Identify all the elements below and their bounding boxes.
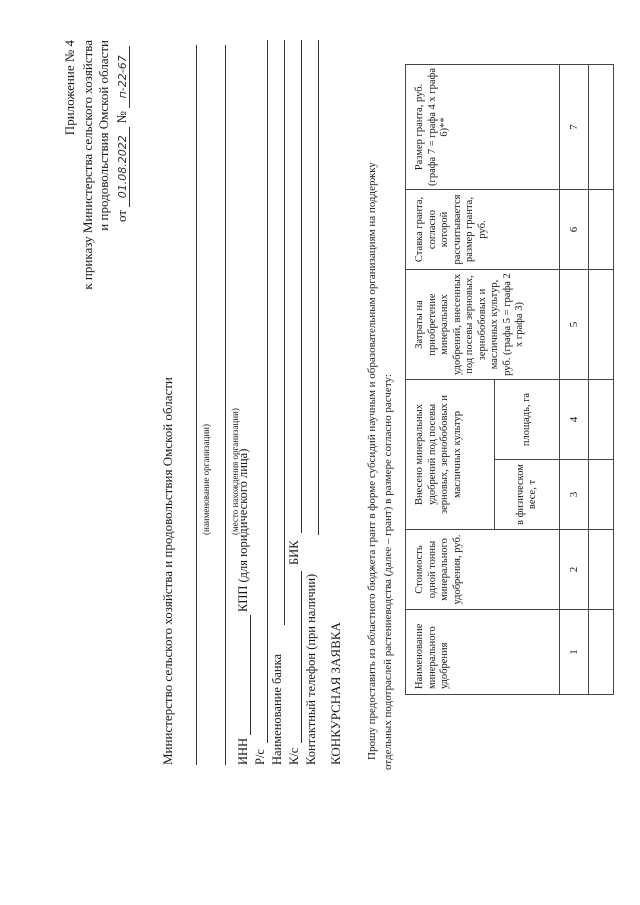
org-name-caption: (наименование организации): [201, 424, 211, 535]
phone-field: [318, 40, 319, 535]
header-fertilizer-applied: Внесено минеральных удобрений под посевы зерновых, зернобобовых и масличных культур: [406, 380, 495, 530]
org-name-line: [196, 45, 197, 765]
table-row: [589, 65, 614, 695]
appendix-date-row: [114, 46, 130, 222]
org-location-line: [225, 45, 226, 765]
header-fertilizer-name: Наименование минерального удобрения: [406, 610, 560, 695]
handwritten-number: п-22-67: [116, 46, 130, 108]
rs-label: Р/с: [253, 749, 267, 765]
bik-field: [301, 40, 302, 533]
bik-label: БИК: [287, 540, 301, 565]
table-cell: [589, 270, 614, 380]
index-cell: 1: [560, 610, 589, 695]
grant-calculation-table: [405, 64, 614, 695]
handwritten-date: 01.08.2022: [116, 127, 130, 207]
org-location-caption: (место нахождения организации): [230, 408, 240, 535]
table-cell: [589, 610, 614, 695]
header-cost-per-ton: Стоимость одной тонны минерального удобрения, руб.: [406, 530, 560, 610]
request-paragraph-line2: отдельных подотраслей растениеводства (далее – грант) в размере согласно расчету:: [382, 374, 394, 770]
header-grant-amount: Размер гранта, руб. (графа 7 = графа 4 х графа 6)**: [406, 65, 560, 190]
index-cell: 6: [560, 190, 589, 270]
index-cell: 2: [560, 530, 589, 610]
ministry-name: Министерство сельского хозяйства и продовольствия Омской области: [160, 377, 175, 765]
index-cell: 5: [560, 270, 589, 380]
ks-field: [301, 571, 302, 743]
appendix-line2: и продовольствия Омской области: [96, 40, 111, 231]
table-cell: [589, 530, 614, 610]
bank-field: [284, 40, 285, 625]
phone-label: Контактный телефон (при наличии): [304, 573, 318, 765]
rs-field: [267, 40, 268, 743]
header-grant-rate: Ставка гранта, согласно которой рассчитывается размер гранта, руб.: [406, 190, 560, 270]
appendix-title: Приложение № 4: [62, 40, 77, 136]
number-label: №: [114, 111, 129, 124]
table-cell: [589, 380, 614, 460]
application-title: КОНКУРСНАЯ ЗАЯВКА: [328, 622, 343, 765]
request-paragraph-line1: Прошу предоставить из областного бюджета грант в форме субсидий научным и образовательным организациям на поддержку: [366, 162, 378, 760]
index-cell: 3: [560, 460, 589, 530]
table-index-row: [560, 65, 589, 695]
from-label: от: [114, 209, 129, 222]
kpp-label: КПП (для юридического лица): [236, 448, 250, 612]
ks-label: К/с: [287, 747, 301, 765]
table-cell: [589, 190, 614, 270]
appendix-line1: к приказу Министерства сельского хозяйства: [80, 40, 95, 290]
inn-label: ИНН: [236, 737, 250, 765]
table-header-row: [406, 65, 495, 695]
table-cell: [589, 460, 614, 530]
index-cell: 7: [560, 65, 589, 190]
header-area: площадь, га: [495, 380, 560, 460]
bank-label: Наименование банка: [270, 653, 284, 765]
header-physical-weight: в физическом весе, т: [495, 460, 560, 530]
inn-field: [250, 615, 251, 735]
index-cell: 4: [560, 380, 589, 460]
header-purchase-costs: Затраты на приобретение минеральных удобрений, внесенных под посевы зерновых, зернобобовых и масличных культур, руб. (графа 5 = графа 2 х графа 3): [406, 270, 560, 380]
table-cell: [589, 65, 614, 190]
